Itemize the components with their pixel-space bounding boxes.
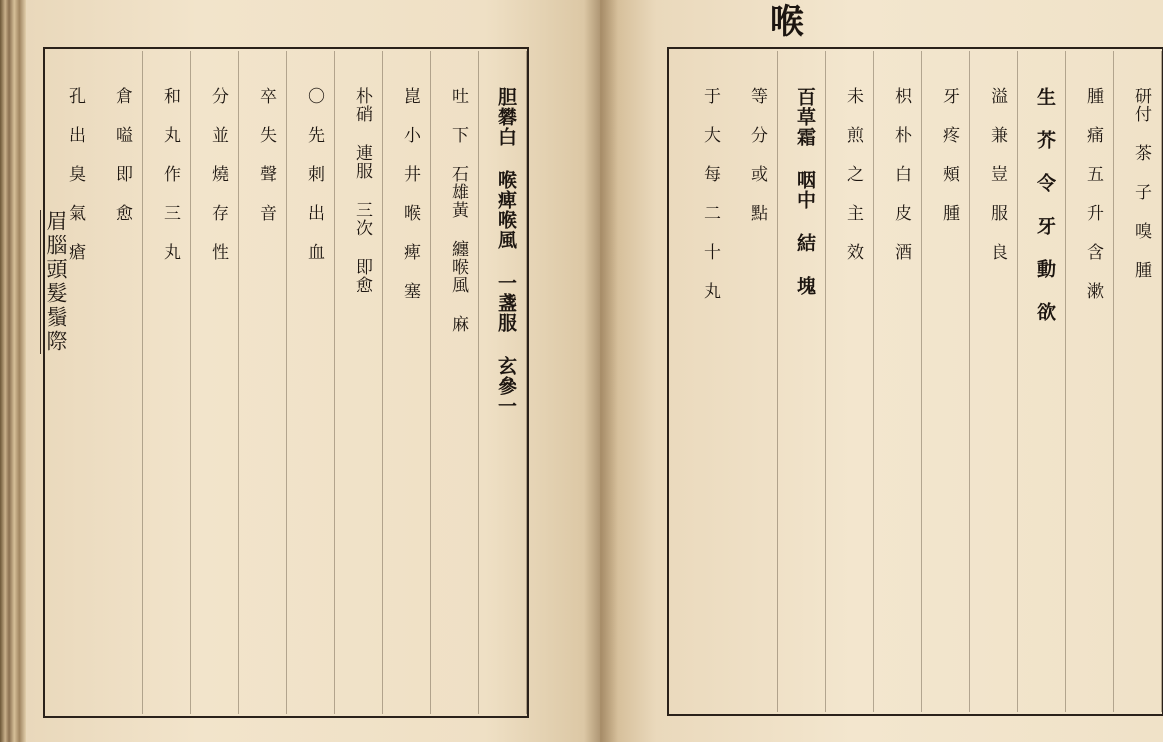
text-column: 朴硝 連服 三次 即愈 <box>341 51 383 714</box>
text-column: 研付 茶 子 嗅 腫 <box>1120 51 1162 712</box>
text-column: 胆礬白 喉痺喉風 一盞服 玄參一 <box>485 51 527 714</box>
left-text-frame <box>43 47 529 718</box>
text-column: 倉 嗌 即 愈 <box>101 51 143 714</box>
text-column: 和 丸 作 三 丸 <box>149 51 191 714</box>
text-column: 分 並 燒 存 性 <box>197 51 239 714</box>
text-column: 于 大 每 二 十 丸 <box>700 87 720 300</box>
page-edge-stack <box>0 0 26 742</box>
text-column: 溢 兼 豈 服 良 <box>976 51 1018 712</box>
text-column: 崑 小 井 喉 痺 塞 <box>389 51 431 714</box>
text-column: 生 芥 令 牙 動 欲 <box>1024 51 1066 712</box>
text-column: 等 分 或 點 <box>736 51 778 712</box>
text-column: 未 煎 之 主 效 <box>832 51 874 712</box>
text-column: 〇 先 刺 出 血 <box>293 51 335 714</box>
text-column: 腫 痛 五 升 含 漱 <box>1072 51 1114 712</box>
text-column: 百草霜 咽中 結 塊 <box>784 51 826 712</box>
text-column: 吐 下 石雄黃 纏喉風 麻 <box>437 51 479 714</box>
right-text-frame <box>667 47 1163 716</box>
text-column: 孔 出 臭 氣 瘡 <box>65 87 85 261</box>
page-heading: 喉 <box>770 2 804 42</box>
text-column: 枳 朴 白 皮 酒 <box>880 51 922 712</box>
gutter-shadow <box>584 0 618 742</box>
margin-title: 眉腦頭髮鬚際 <box>40 210 71 354</box>
text-column: 牙 疼 頰 腫 <box>928 51 970 712</box>
text-column: 卒 失 聲 音 <box>245 51 287 714</box>
